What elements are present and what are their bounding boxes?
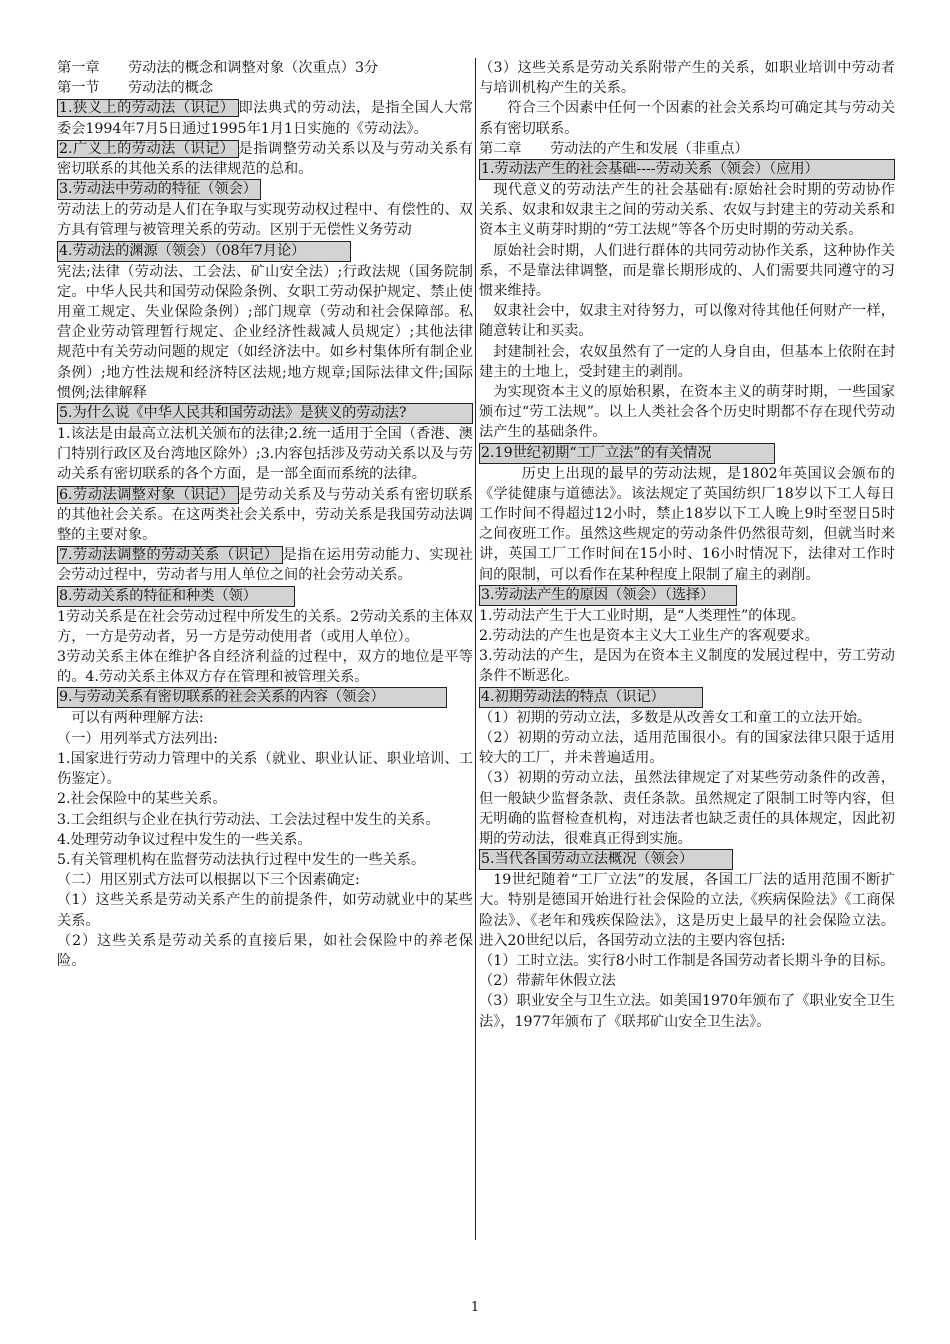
left-column — [57, 58, 473, 971]
list-item: 2.社会保险中的某些关系。 — [57, 791, 227, 808]
list-item: 4.处理劳动争议过程中发生的一些关系。 — [57, 831, 312, 848]
heading-c4: 4.初期劳动法的特点（识记） — [479, 687, 703, 708]
right-column — [479, 58, 895, 1032]
list-item: （3）职业安全与卫生立法。如美国1970年颁布了《职业安全卫生法》，1977年颁布了《联邦矿山安全卫生法》。 — [479, 993, 895, 1030]
paragraph: 封建制社会，农奴虽然有了一定的人身自由，但基本上依附在封建主的土地上，受封建主的剥削。 — [479, 343, 895, 380]
heading-c1: 1.劳动法产生的社会基础----劳动关系（领会）（应用） — [479, 159, 895, 180]
heading-7-text: 是指在运用劳动能力、实现社会劳动过程中，劳动者与用人单位之间的社会劳动关系。 — [57, 547, 473, 584]
list-item: 1.国家进行劳动力管理中的关系（就业、职业认证、职业培训、工伤鉴定）。 — [57, 750, 473, 788]
paragraph: 历史上出现的最早的劳动法规，是1802年英国议会颁布的《学徒健康与道德法》。该法规定了英国纺织厂18岁以下工人每日工作时间不得超过12小时，禁止18岁以下工人晚上9时至翌日5时之间夜班工作。虽然这些规定的劳动条件仍然很苛刻，但就当时来讲，英国工厂工作时间在15小时、16小时情况下，法律对工作时间的限制，可以看作在某种程度上限制了雇主的剥削。 — [479, 465, 895, 583]
document-page — [57, 58, 895, 1246]
list-item: （3）初期的劳动立法，虽然法律规定了对某些劳动条件的改善，但一般缺少监督条款、责任条款。虽然规定了限制工时等内容，但无明确的监督检查机构，对违法者也缺乏责任的具体规定，因此初期的劳动法，很难真正得到实施。 — [479, 770, 895, 847]
heading-3: 3.劳动法中劳动的特征（领会） — [57, 179, 261, 200]
heading-c3: 3.劳动法产生的原因（领会）（选择） — [479, 585, 737, 606]
list-item: （2）初期的劳动立法，适用范围很小。有的国家法律只限于适用较大的工厂，并未普遍适用。 — [479, 729, 895, 767]
heading-2: 2.广义上的劳动法（识记） — [57, 140, 239, 158]
heading-5-text: 1.该法是由最高立法机关颁布的法律;2.统一适用于全国（香港、澳门特别行政区及台湾地区除外）;3.内容包括涉及劳动关系以及与劳动关系有密切联系的各个方面，是一部全面而系统的法律。 — [57, 426, 473, 483]
heading-c5: 5.当代各国劳动立法概况（领会） — [479, 849, 733, 870]
heading-1-text: 即法典式的劳动法，是指全国人大常委会1994年7月5日通过1995年1月1日实施的《劳动法》。 — [57, 100, 473, 137]
heading-6: 6.劳动法调整对象（识记） — [57, 486, 239, 504]
paragraph: 原始社会时期，人们进行群体的共同劳动协作关系，这种协作关系，不是靠法律调整，而是靠长期形成的、人们需要共同遵守的习惯来维持。 — [479, 242, 895, 300]
list-item: （1）工时立法。实行8小时工作制是各国劳动者长期斗争的目标。 — [479, 952, 895, 969]
heading-c2: 2.19世纪初期“工厂立法”的有关情况 — [479, 443, 775, 464]
chapter-title: 第二章 劳动法的产生和发展（非重点） — [479, 140, 749, 157]
paragraph — [57, 139, 473, 179]
heading-1: 1.狭义上的劳动法（识记） — [57, 99, 239, 117]
heading-8-text-1: 1劳动关系是在社会劳动过程中所发生的关系。2劳动关系的主体双方，一方是劳动者，另一方是劳动使用者（或用人单位）。 — [57, 608, 473, 645]
list-item: （2）带薪年休假立法 — [479, 973, 616, 990]
paragraph — [57, 545, 473, 585]
heading-3-text: 劳动法上的劳动是人们在争取与实现劳动权过程中、有偿性的、双方具有管理与被管理关系的劳动。区别于无偿性义务劳动 — [57, 202, 473, 239]
list-item: 5.有关管理机构在监督劳动法执行过程中发生的一些关系。 — [57, 851, 426, 868]
paragraph: 19世纪随着“工厂立法”的发展，各国工厂法的适用范围不断扩大。特别是德国开始进行社会保险的立法,《疾病保险法》《工商保险法》、《老年和残疾保险法》，这是历史上最早的社会保险立法。进入20世纪以后，各国劳动立法的主要内容包括: — [479, 872, 895, 949]
list-item: （1）初期的劳动立法，多数是从改善女工和童工的立法开始。 — [479, 709, 872, 726]
list-item: （3）这些关系是劳动关系附带产生的关系，如职业培训中劳动者与培训机构产生的关系。 — [479, 60, 895, 97]
heading-2-text: 是指调整劳动关系以及与劳动关系有密切联系的其他关系的法律规范的总和。 — [57, 140, 473, 178]
method-2: （二）用区别式方法可以根据以下三个因素确定: — [57, 872, 360, 889]
heading-9: 9.与劳动关系有密切联系的社会关系的内容（领会） — [57, 687, 447, 708]
list-item: 2.劳动法的产生也是资本主义大工业生产的客观要求。 — [479, 628, 819, 645]
chapter-title: 第一章 劳动法的概念和调整对象（次重点）3分 — [57, 60, 379, 76]
paragraph: 现代意义的劳动法产生的社会基础有:原始社会时期的劳动协作关系、奴隶和奴隶主之间的劳动关系、农奴与封建主的劳动关系和资本主义萌芽时期的“劳工法规”等各个历史时期的劳动关系。 — [479, 182, 895, 239]
heading-9-intro: 可以有两种理解方法: — [71, 710, 204, 727]
section-title: 第一节 劳动法的概念 — [57, 80, 214, 97]
paragraph: 奴隶社会中，奴隶主对待努力，可以像对待其他任何财产一样，随意转让和买卖。 — [479, 303, 895, 340]
heading-4-text: 宪法;法律（劳动法、工会法、矿山安全法）;行政法规（国务院制定。中华人民共和国劳动保险条例、女职工劳动保护规定、禁止使用童工规定、失业保险条例）;部门规章（劳动和社会保障部。私营企业劳动管理暂行规定、企业经济性裁减人员规定）;其他法律规范中有关劳动问题的规定（如经济法中。如乡村集体所有制企业条例）;地方性法规和经济特区法规;地方规章;国际法律文件;国际惯例;法律解释 — [57, 263, 473, 401]
method-1: （一）用列举式方法列出: — [57, 730, 218, 747]
list-item: （1）这些关系是劳动关系产生的前提条件，如劳动就业中的某些关系。 — [57, 892, 473, 929]
heading-8: 8.劳动关系的特征和种类（领） — [57, 586, 295, 607]
paragraph — [57, 485, 473, 546]
column-divider — [475, 58, 476, 1240]
heading-7: 7.劳动法调整的劳动关系（识记） — [57, 546, 283, 564]
heading-4: 4.劳动法的渊源（领会）（08年7月论） — [57, 241, 351, 262]
heading-5: 5.为什么说《中华人民共和国劳动法》是狭义的劳动法? — [57, 403, 473, 424]
paragraph — [57, 98, 473, 138]
list-item: 3.劳动法的产生，是因为在资本主义制度的发展过程中，劳工劳动条件不断恶化。 — [479, 648, 895, 685]
list-item: 3.工会组织与企业在执行劳动法、工会法过程中发生的关系。 — [57, 811, 440, 828]
paragraph: 为实现资本主义的原始积累，在资本主义的萌芽时期，一些国家颁布过“劳工法规”。以上人类社会各个历史时期都不存在现代劳动法产生的基础条件。 — [479, 384, 895, 441]
page-number: 1 — [470, 1300, 480, 1315]
heading-8-text-2: 3劳动关系主体在维护各自经济利益的过程中，双方的地位是平等的。4.劳动关系主体双方存在管理和被管理关系。 — [57, 649, 473, 686]
list-item: 1.劳动法产生于大工业时期，是“人类理性”的体现。 — [479, 607, 805, 624]
list-item: （2）这些关系是劳动关系的直接后果，如社会保险中的养老保险。 — [57, 932, 473, 969]
heading-6-text: 是劳动关系及与劳动关系有密切联系的其他社会关系。在这两类社会关系中，劳动关系是我国劳动法调整的主要对象。 — [57, 486, 473, 544]
paragraph: 符合三个因素中任何一个因素的社会关系均可确定其与劳动关系有密切联系。 — [479, 100, 895, 137]
